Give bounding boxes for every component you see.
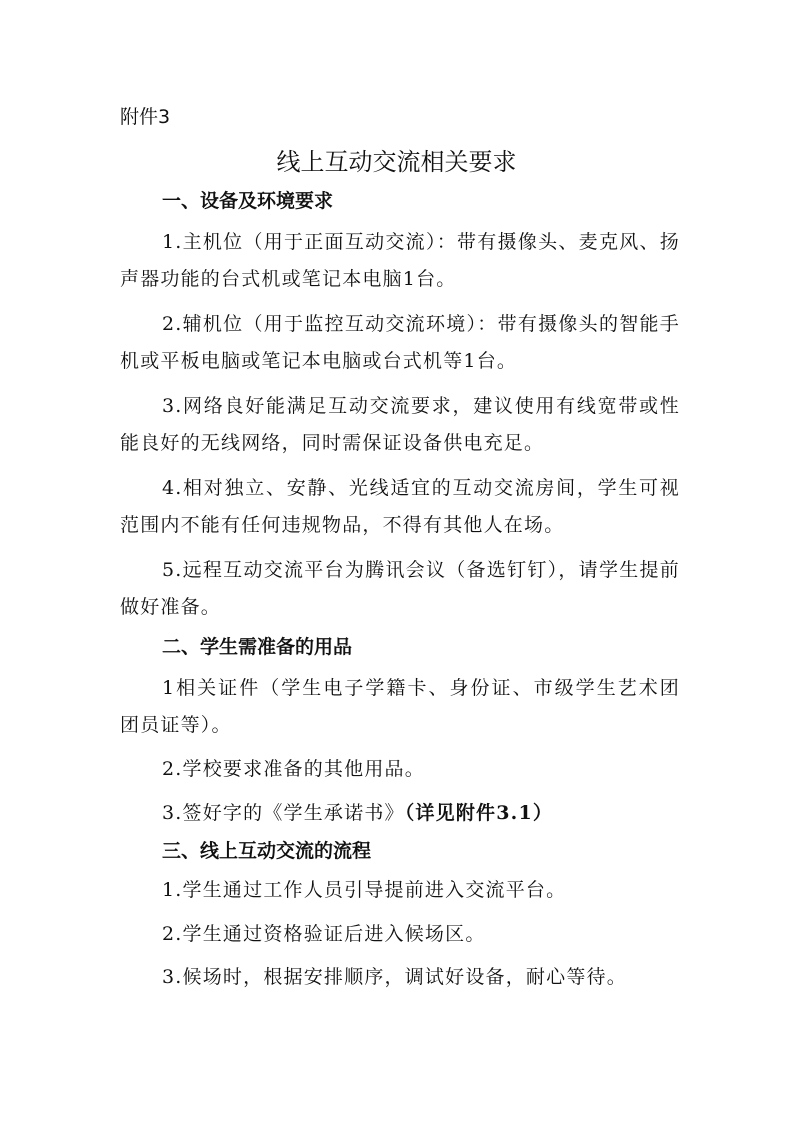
section-heading-supplies: 二、学生需准备的用品: [162, 636, 353, 658]
paragraph: 5.远程互动交流平台为腾讯会议（备选钉钉），请学生提前做好准备。: [120, 559, 680, 618]
paragraph: 2.学生通过资格验证后进入候场区。: [162, 922, 486, 945]
paragraph: 4.相对独立、安静、光线适宜的互动交流房间，学生可视范围内不能有任何违规物品，不得有其他人在场。: [120, 477, 680, 536]
paragraph: 3.网络良好能满足互动交流要求，建议使用有线宽带或性能良好的无线网络，同时需保证设备供电充足。: [120, 395, 680, 454]
paragraph-text: 3.签好字的《学生承诺书》: [162, 801, 405, 824]
document-title: 线上互动交流相关要求: [276, 148, 517, 176]
document-body: [120, 187, 680, 1002]
section-heading-equipment: 一、设备及环境要求: [162, 190, 334, 212]
paragraph: 1.学生通过工作人员引导提前进入交流平台。: [162, 879, 567, 901]
paragraph: 3.候场时，根据安排顺序，调试好设备，耐心等待。: [162, 966, 627, 988]
paragraph: [120, 795, 680, 832]
attachment-label: 附件3: [120, 106, 171, 128]
paragraph: 2.辅机位（用于监控互动交流环境）：带有摄像头的智能手机或平板电脑或笔记本电脑或台式机等1台。: [120, 313, 680, 372]
paragraph: 2.学校要求准备的其他用品。: [162, 758, 425, 780]
paragraph: 1相关证件（学生电子学籍卡、身份证、市级学生艺术团团员证等）。: [120, 677, 680, 736]
section-heading-process: 三、线上互动交流的流程: [162, 840, 372, 862]
paragraph: 1.主机位（用于正面互动交流）：带有摄像头、麦克风、扬声器功能的台式机或笔记本电脑1台。: [120, 231, 680, 290]
attachment-reference: （详见附件3.1）: [404, 801, 554, 824]
